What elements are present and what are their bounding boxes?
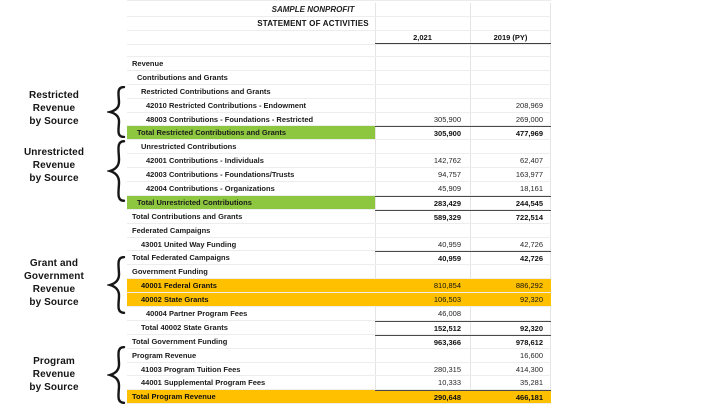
curly-brace-icon (107, 256, 127, 314)
value-2021 (375, 349, 470, 362)
row-label: 40002 State Grants (141, 295, 209, 305)
table-row (127, 113, 551, 127)
table-row (127, 376, 551, 390)
spacer-row (127, 45, 551, 57)
value-2019 (470, 307, 551, 320)
table-row (127, 307, 551, 321)
value-2019: 163,977 (515, 170, 543, 180)
table-row (127, 279, 551, 293)
annotation-grant-government-revenue (0, 257, 108, 309)
value-2019: 16,600 (520, 350, 543, 360)
table-row (127, 140, 551, 154)
table-row (127, 126, 551, 140)
table-row (127, 390, 551, 404)
value-2021 (375, 224, 470, 237)
value-2019: 62,407 (520, 156, 543, 166)
table-row (127, 57, 551, 71)
value-2021: 10,333 (438, 378, 461, 388)
row-label: Total Restricted Contributions and Grants (127, 126, 375, 139)
row-label: 42004 Contributions - Organizations (146, 184, 275, 194)
column-header-2021: 2,021 (375, 31, 470, 44)
value-2021: 46,008 (438, 309, 461, 319)
table-row (127, 154, 551, 168)
table-row (127, 363, 551, 377)
annotation-line: Revenue (32, 369, 76, 380)
table-row (127, 335, 551, 349)
table-row (127, 99, 551, 113)
value-2019: 978,612 (470, 335, 551, 348)
value-2021 (375, 85, 470, 98)
curly-brace-icon (107, 86, 127, 138)
row-label: Federated Campaigns (132, 225, 211, 235)
value-2021: 40,959 (375, 251, 470, 264)
title-row (127, 3, 551, 17)
curly-brace-icon (107, 346, 127, 404)
annotation-line: by Source (29, 297, 79, 308)
annotation-restricted-revenue (0, 89, 108, 128)
value-2019: 477,969 (470, 126, 551, 139)
table-row (127, 196, 551, 210)
value-2021: 283,429 (375, 196, 470, 209)
value-2021: 106,503 (433, 295, 461, 305)
value-2019: 92,320 (470, 321, 551, 334)
row-label: 44001 Supplemental Program Fees (141, 378, 266, 388)
row-label: 42001 Contributions - Individuals (146, 156, 264, 166)
column-header-row (127, 31, 551, 45)
annotation-line: by Source (29, 116, 79, 127)
annotation-line: Restricted (29, 90, 79, 101)
curly-brace-icon (107, 140, 127, 202)
column-header-spacer (127, 31, 375, 44)
annotation-line: Government (24, 271, 84, 282)
row-label: 42003 Contributions - Foundations/Trusts (146, 170, 295, 180)
value-2019: 18,161 (520, 184, 543, 194)
value-2021: 589,329 (375, 210, 470, 223)
column-header-2019: 2019 (PY) (470, 31, 551, 44)
value-2021: 142,762 (433, 156, 461, 166)
row-label: Restricted Contributions and Grants (141, 86, 271, 96)
value-2019 (470, 140, 551, 153)
annotation-line: Unrestricted (23, 147, 85, 158)
value-2019: 722,514 (470, 210, 551, 223)
table-row (127, 182, 551, 196)
row-label: Government Funding (132, 267, 208, 277)
row-label: Total Contributions and Grants (132, 211, 243, 221)
statement-table (127, 0, 551, 404)
value-2021 (375, 71, 470, 84)
value-2021: 40,959 (438, 239, 461, 249)
row-label: Contributions and Grants (137, 72, 228, 82)
table-row (127, 321, 551, 335)
value-2021: 305,900 (375, 126, 470, 139)
page-subtitle: STATEMENT OF ACTIVITIES (257, 19, 369, 28)
annotation-line: Grant and (29, 258, 79, 269)
row-label: Total Unrestricted Contributions (127, 196, 375, 209)
row-label: Unrestricted Contributions (141, 142, 237, 152)
row-label: 40001 Federal Grants (141, 281, 217, 291)
row-label: 42010 Restricted Contributions - Endowment (146, 100, 307, 110)
table-row (127, 293, 551, 307)
value-2019 (470, 224, 551, 237)
annotation-program-revenue (0, 355, 108, 394)
annotation-line: by Source (29, 173, 79, 184)
value-2021: 280,315 (433, 364, 461, 374)
value-2021: 290,648 (375, 390, 470, 403)
value-2021 (375, 140, 470, 153)
row-label: 41003 Program Tuition Fees (141, 364, 241, 374)
value-2021 (375, 99, 470, 112)
row-label: 43001 United Way Funding (141, 239, 237, 249)
value-2021 (375, 265, 470, 278)
value-2019: 466,181 (470, 390, 551, 403)
annotation-line: Revenue (32, 160, 76, 171)
table-row (127, 210, 551, 224)
table-row (127, 265, 551, 279)
row-label: Total Program Revenue (132, 392, 216, 402)
annotation-unrestricted-revenue (0, 146, 108, 185)
row-label: Total Federated Campaigns (132, 253, 230, 263)
table-rows (127, 57, 551, 404)
value-2021: 810,854 (433, 281, 461, 291)
value-2019 (470, 57, 551, 70)
table-row (127, 224, 551, 238)
annotation-line: by Source (29, 382, 79, 393)
value-2021: 305,900 (433, 114, 461, 124)
value-2019: 208,969 (515, 100, 543, 110)
page-title: SAMPLE NONPROFIT (271, 5, 355, 14)
value-2019: 244,545 (470, 196, 551, 209)
table-row (127, 238, 551, 252)
value-2021: 45,909 (438, 184, 461, 194)
value-2019: 35,281 (520, 378, 543, 388)
value-2019: 92,320 (520, 295, 543, 305)
annotation-line: Revenue (32, 284, 76, 295)
value-2019: 269,000 (515, 114, 543, 124)
table-row (127, 349, 551, 363)
value-2019 (470, 85, 551, 98)
table-row (127, 251, 551, 265)
value-2019 (470, 71, 551, 84)
row-label: Total 40002 State Grants (141, 322, 228, 332)
row-label: Total Government Funding (132, 336, 228, 346)
value-2021: 94,757 (438, 170, 461, 180)
value-2019: 414,300 (515, 364, 543, 374)
table-row (127, 71, 551, 85)
annotation-line: Program (33, 356, 75, 367)
table-row (127, 168, 551, 182)
row-label: 48003 Contributions - Foundations - Restricted (146, 114, 314, 124)
value-2019 (470, 265, 551, 278)
value-2019: 886,292 (515, 281, 543, 291)
row-label: Revenue (132, 59, 164, 68)
value-2019: 42,726 (520, 239, 543, 249)
row-label: 40004 Partner Program Fees (146, 309, 248, 319)
subtitle-row (127, 17, 551, 31)
value-2019: 42,726 (470, 251, 551, 264)
table-row (127, 85, 551, 99)
value-2021 (375, 57, 470, 70)
annotation-line: Revenue (32, 103, 76, 114)
value-2021: 963,366 (375, 335, 470, 348)
value-2021: 152,512 (375, 321, 470, 334)
row-label: Program Revenue (132, 350, 197, 360)
